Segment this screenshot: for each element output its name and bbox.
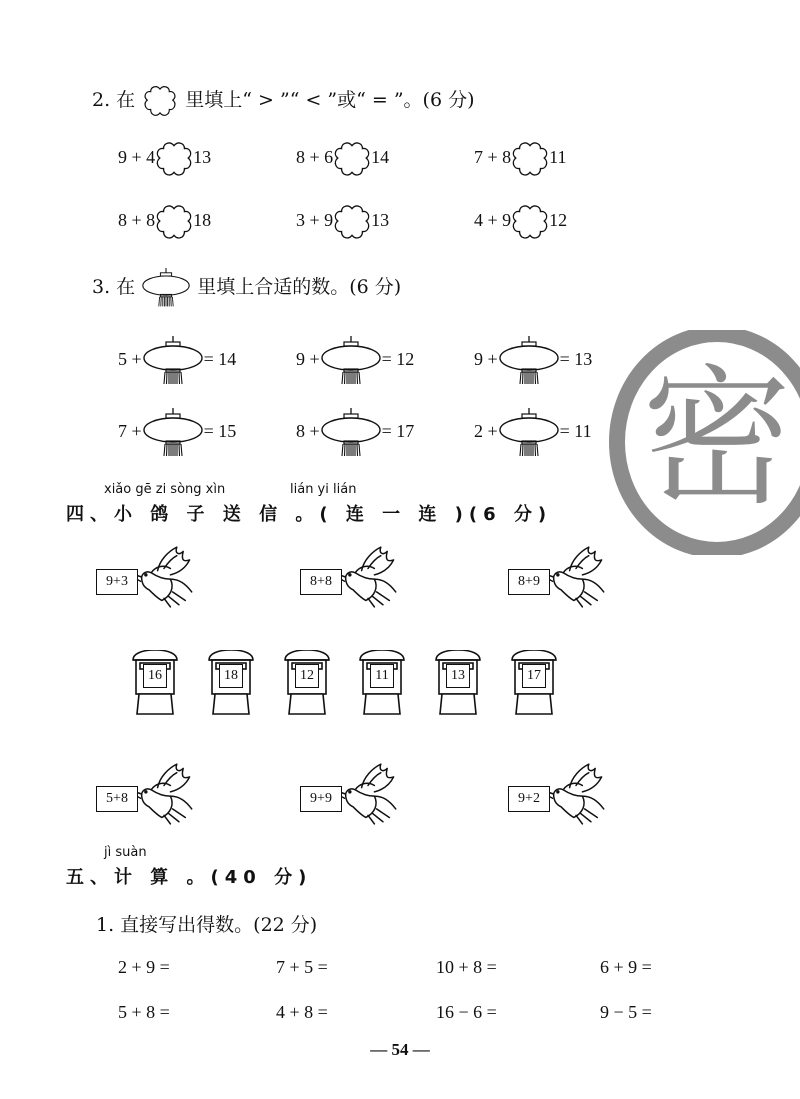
- q2-item-5-right: 13: [371, 210, 390, 231]
- mailbox-number: 17: [522, 664, 546, 688]
- page-number: — 54 —: [370, 1040, 430, 1059]
- mailbox-number: 16: [143, 664, 167, 688]
- q3-item-5: [296, 408, 414, 458]
- q3-item-1-right: = 14: [203, 349, 237, 370]
- q3-item-3-right: = 13: [559, 349, 593, 370]
- confidential-stamp: [605, 330, 800, 555]
- dove-card-bottom-2[interactable]: [300, 762, 400, 826]
- dove-icon: [544, 762, 608, 826]
- mailbox-number: 18: [219, 664, 243, 688]
- mailbox-3[interactable]: [283, 650, 331, 716]
- q3-title-suffix: 里填上合适的数。(6 分): [197, 276, 402, 298]
- q2-item-1-left: 9 + 4: [118, 147, 156, 168]
- q2-item-6: [474, 203, 567, 241]
- q3-item-4-right: = 15: [203, 421, 237, 442]
- section4-pinyin-1: xiǎo gē zi sòng xìn: [104, 482, 226, 497]
- dove-card-bottom-3[interactable]: [508, 762, 608, 826]
- calc-item: 4 + 8 =: [276, 1002, 328, 1022]
- lantern-blank-icon: [141, 268, 191, 308]
- q2-item-5: [296, 203, 389, 241]
- flower-answer-blank[interactable]: [511, 203, 549, 241]
- q2-item-3: [474, 140, 567, 178]
- q3-title: [92, 268, 401, 308]
- dove-card-label: 9+2: [508, 786, 550, 812]
- mailbox-number: 11: [370, 664, 394, 688]
- flower-answer-blank[interactable]: [333, 203, 371, 241]
- dove-card-label: 9+3: [96, 569, 138, 595]
- lantern-answer-blank[interactable]: [498, 408, 560, 458]
- q3-item-1-left: 5 +: [118, 349, 142, 370]
- calc-item: 6 + 9 =: [600, 957, 652, 977]
- q2-item-3-right: 11: [549, 147, 567, 168]
- q3-item-3: [474, 336, 592, 386]
- flower-answer-blank[interactable]: [155, 203, 193, 241]
- dove-icon: [544, 545, 608, 609]
- mailbox-6[interactable]: [510, 650, 558, 716]
- flower-blank-icon: [143, 84, 177, 118]
- q3-item-3-left: 9 +: [474, 349, 498, 370]
- flower-answer-blank[interactable]: [511, 140, 549, 178]
- q3-item-2-right: = 12: [381, 349, 415, 370]
- section5-title: 五、计 算 。(40 分): [66, 867, 313, 888]
- q2-item-2: [296, 140, 389, 178]
- mailbox-number: 13: [446, 664, 470, 688]
- mailbox-1[interactable]: [131, 650, 179, 716]
- mailbox-5[interactable]: [434, 650, 482, 716]
- q3-item-6-left: 2 +: [474, 421, 498, 442]
- q2-item-5-left: 3 + 9: [296, 210, 334, 231]
- q2-title-prefix: 2. 在: [92, 89, 136, 111]
- section4-pinyin-2: lián yi lián: [290, 482, 357, 497]
- section5-q1-title: 1. 直接写出得数。(22 分): [96, 914, 318, 936]
- calc-item: 2 + 9 =: [118, 957, 170, 977]
- dove-icon: [132, 545, 196, 609]
- q3-item-6-right: = 11: [559, 421, 592, 442]
- mailbox-2[interactable]: [207, 650, 255, 716]
- flower-answer-blank[interactable]: [333, 140, 371, 178]
- calc-item: 10 + 8 =: [436, 957, 497, 977]
- dove-card-top-1[interactable]: [96, 545, 196, 609]
- q2-item-6-left: 4 + 9: [474, 210, 512, 231]
- q3-item-2: [296, 336, 414, 386]
- calc-item: 9 − 5 =: [600, 1002, 652, 1022]
- mailbox-number: 12: [295, 664, 319, 688]
- q2-title-suffix: 里填上“ > ”“ < ”或“ = ”。(6 分): [185, 89, 475, 111]
- mailbox-4[interactable]: [358, 650, 406, 716]
- q3-title-prefix: 3. 在: [92, 276, 136, 298]
- lantern-answer-blank[interactable]: [320, 336, 382, 386]
- q2-item-4-right: 18: [193, 210, 212, 231]
- q3-item-5-left: 8 +: [296, 421, 320, 442]
- dove-card-bottom-1[interactable]: [96, 762, 196, 826]
- q3-item-4-left: 7 +: [118, 421, 142, 442]
- flower-answer-blank[interactable]: [155, 140, 193, 178]
- q2-item-1-right: 13: [193, 147, 212, 168]
- q2-item-2-left: 8 + 6: [296, 147, 334, 168]
- q2-item-2-right: 14: [371, 147, 390, 168]
- dove-card-label: 9+9: [300, 786, 342, 812]
- q3-item-5-right: = 17: [381, 421, 415, 442]
- q3-item-2-left: 9 +: [296, 349, 320, 370]
- lantern-answer-blank[interactable]: [320, 408, 382, 458]
- lantern-answer-blank[interactable]: [142, 408, 204, 458]
- q2-item-4-left: 8 + 8: [118, 210, 156, 231]
- dove-icon: [132, 762, 196, 826]
- dove-card-label: 8+9: [508, 569, 550, 595]
- q3-item-6: [474, 408, 592, 458]
- calc-item: 5 + 8 =: [118, 1002, 170, 1022]
- dove-card-top-3[interactable]: [508, 545, 608, 609]
- section5-pinyin: jì suàn: [104, 845, 147, 860]
- q2-title: [92, 84, 475, 118]
- dove-card-label: 8+8: [300, 569, 342, 595]
- lantern-answer-blank[interactable]: [142, 336, 204, 386]
- calc-item: 16 − 6 =: [436, 1002, 497, 1022]
- q2-item-4: [118, 203, 211, 241]
- q3-item-1: [118, 336, 236, 386]
- q2-item-6-right: 12: [549, 210, 568, 231]
- dove-card-label: 5+8: [96, 786, 138, 812]
- q2-item-3-left: 7 + 8: [474, 147, 512, 168]
- q2-item-1: [118, 140, 211, 178]
- dove-card-top-2[interactable]: [300, 545, 400, 609]
- dove-icon: [336, 545, 400, 609]
- lantern-answer-blank[interactable]: [498, 336, 560, 386]
- q3-item-4: [118, 408, 236, 458]
- section4-title: 四、小 鸽 子 送 信 。( 连 一 连 )(6 分): [66, 504, 553, 525]
- dove-icon: [336, 762, 400, 826]
- stamp-text: 密: [641, 352, 793, 526]
- calc-item: 7 + 5 =: [276, 957, 328, 977]
